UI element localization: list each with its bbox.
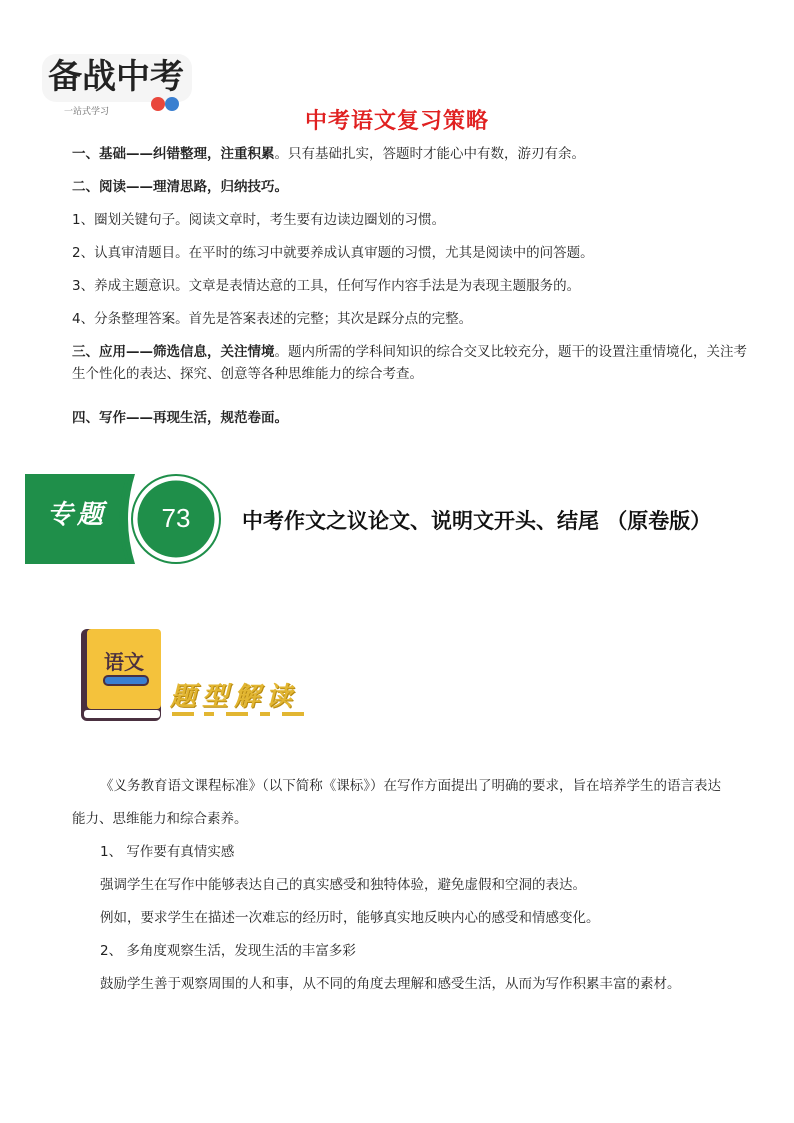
- strategy-list: [72, 143, 752, 440]
- section-underline: [172, 711, 322, 717]
- logo-text: 备战中考: [48, 57, 184, 97]
- paragraph: 鼓励学生善于观察周围的人和事，从不同的角度去理解和感受生活，从而为写作积累丰富的素材。: [100, 976, 681, 992]
- strategy-item: 三、应用——筛选信息，关注情境。题内所需的学科间知识的综合交叉比较充分，题干的设置注重情境化，关注考生个性化的表达、探究、创意等各种思维能力的综合考查。: [72, 344, 747, 382]
- strategy-item: 3、养成主题意识。文章是表情达意的工具，任何写作内容手法是为表现主题服务的。: [72, 278, 581, 294]
- point-heading: 2、 多角度观察生活，发现生活的丰富多彩: [100, 943, 356, 959]
- book-label: 语文: [104, 650, 144, 674]
- section-heading: 题型解读: [170, 682, 299, 712]
- paragraph: 例如，要求学生在描述一次难忘的经历时，能够真实地反映内心的感受和情感变化。: [100, 910, 600, 926]
- strategy-item: 2、认真审清题目。在平时的练习中就要养成认真审题的习惯，尤其是阅读中的问答题。: [72, 245, 594, 261]
- strategy-item: 1、圈划关键句子。阅读文章时，考生要有边读边圈划的习惯。: [72, 212, 446, 228]
- logo-subtext: 一站式学习: [64, 107, 110, 117]
- topic-number: 73: [161, 503, 191, 533]
- topic-label: 专题: [46, 500, 107, 530]
- point-heading: 1、 写作要有真情实感: [100, 844, 235, 860]
- body-text: [72, 770, 732, 1001]
- strategy-item: 一、基础——纠错整理，注重积累。只有基础扎实，答题时才能心中有数，游刃有余。: [72, 146, 585, 162]
- strategy-item: 二、阅读——理清思路，归纳技巧。: [72, 179, 288, 195]
- strategy-item: 四、写作——再现生活，规范卷面。: [72, 410, 288, 426]
- book-icon: [78, 626, 164, 724]
- paragraph: 强调学生在写作中能够表达自己的真实感受和独特体验，避免虚假和空洞的表达。: [100, 877, 586, 893]
- topic-title: 中考作文之议论文、说明文开头、结尾 （原卷版）: [242, 508, 712, 533]
- intro-paragraph: 《义务教育语文课程标准》（以下简称《课标》）在写作方面提出了明确的要求，旨在培养学生的语言表达能力、思维能力和综合素养。: [72, 778, 721, 827]
- page-title: 中考语文复习策略: [304, 109, 489, 134]
- strategy-item: 4、分条整理答案。首先是答案表述的完整；其次是踩分点的完整。: [72, 311, 473, 327]
